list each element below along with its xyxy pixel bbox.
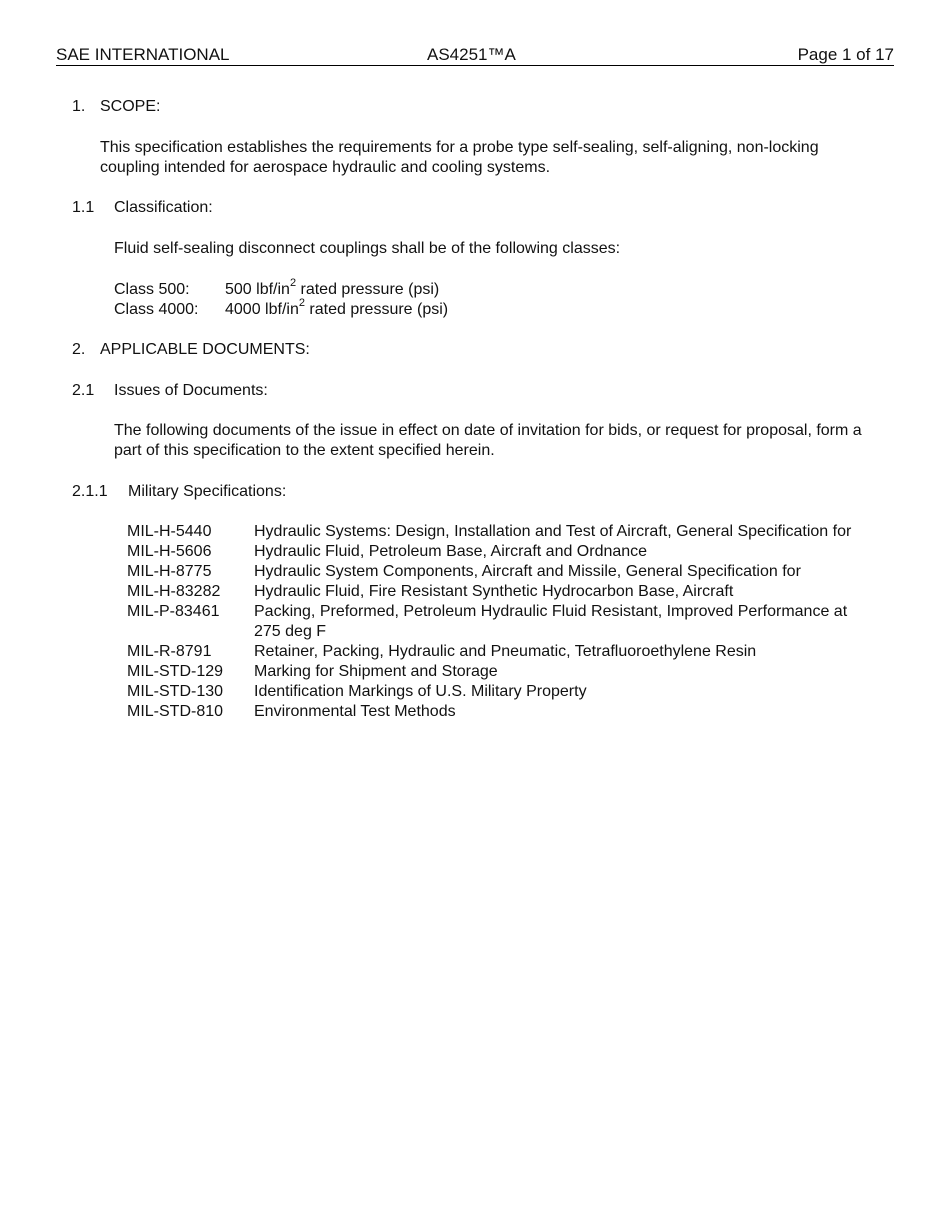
class-rating: 500 lbf/$in^2$ rated pressure (psi) [225, 276, 440, 298]
document-code: MIL-H-8775 [127, 563, 212, 580]
document-row [127, 682, 867, 702]
section-2-1-body: The following documents of the issue in effect on date of invitation for bids, or request for proposal, form a part of this specification to the extent specified herein. [114, 422, 862, 459]
document-row [127, 662, 867, 682]
class-label: Class 4000: [114, 301, 199, 318]
section-2-1-1-number: 2.1.1 [72, 483, 108, 500]
section-2-1-1-title: Military Specifications: [128, 483, 287, 500]
document-code: MIL-H-5606 [127, 543, 212, 560]
class-label: Class 500: [114, 281, 190, 298]
document-code: MIL-H-83282 [127, 583, 221, 600]
document-row [127, 542, 867, 562]
section-1-number: 1. [72, 98, 86, 115]
document-code: MIL-STD-810 [127, 703, 224, 720]
document-title: Hydraulic Systems: Design, Installation and Test of Aircraft, General Specification for [254, 523, 852, 540]
document-row [127, 582, 867, 602]
document-code: MIL-R-8791 [127, 643, 212, 660]
section-2-1-number: 2.1 [72, 382, 95, 399]
document-row [127, 522, 867, 542]
section-2-number: 2. [72, 341, 86, 358]
document-title: Hydraulic Fluid, Fire Resistant Synthetic Hydrocarbon Base, Aircraft [254, 583, 734, 600]
section-1-1-number: 1.1 [72, 199, 95, 216]
document-row [127, 702, 867, 722]
document-code: MIL-STD-129 [127, 663, 224, 680]
section-1-1-title: Classification: [114, 199, 213, 216]
header-organization: SAE INTERNATIONAL [56, 45, 230, 64]
document-row [127, 562, 867, 582]
class-rating: 4000 lbf/$in^2$ rated pressure (psi) [225, 296, 449, 318]
document-title: Hydraulic Fluid, Petroleum Base, Aircraft and Ordnance [254, 543, 648, 560]
document-title: Marking for Shipment and Storage [254, 663, 498, 680]
military-specifications-list [127, 522, 867, 722]
header-page-number: Page 1 of 17 [797, 45, 894, 64]
document-row [127, 642, 867, 662]
section-1-1-body: Fluid self-sealing disconnect couplings shall be of the following classes: [114, 240, 621, 257]
document-title: Packing, Preformed, Petroleum Hydraulic Fluid Resistant, Improved Performance at 275 deg F [254, 603, 848, 640]
document-title: Hydraulic System Components, Aircraft and Missile, General Specification for [254, 563, 801, 580]
section-1-body: This specification establishes the requirements for a probe type self-sealing, self-aligning, non-locking coupling intended for aerospace hydraulic and cooling systems. [100, 139, 819, 176]
document-row [127, 602, 867, 642]
page-header [56, 44, 894, 66]
document-title: Retainer, Packing, Hydraulic and Pneumatic, Tetrafluoroethylene Resin [254, 643, 757, 660]
document-code: MIL-STD-130 [127, 683, 224, 700]
section-2-1-title: Issues of Documents: [114, 382, 268, 399]
document-code: MIL-H-5440 [127, 523, 212, 540]
section-1-title: SCOPE: [100, 98, 161, 115]
section-2-title: APPLICABLE DOCUMENTS: [100, 341, 310, 358]
document-code: MIL-P-83461 [127, 603, 220, 620]
header-document-number: AS4251™A [427, 45, 516, 64]
document-title: Environmental Test Methods [254, 703, 456, 720]
document-title: Identification Markings of U.S. Military Property [254, 683, 587, 700]
